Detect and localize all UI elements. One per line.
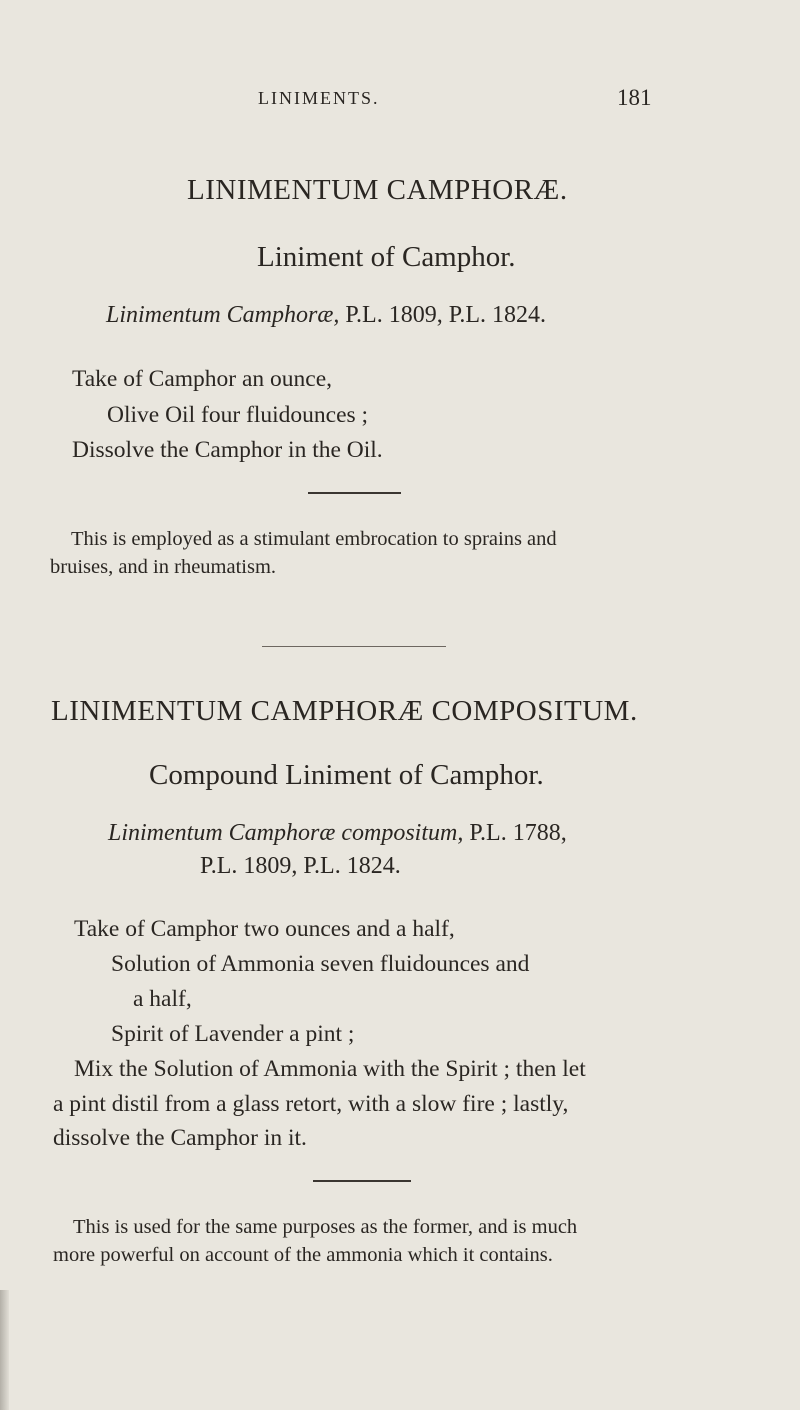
recipe-line: Solution of Ammonia seven fluidounces and [111,951,530,977]
section1-subtitle: Liniment of Camphor. [257,241,516,273]
recipe-line: Mix the Solution of Ammonia with the Spirit ; then let [74,1056,586,1082]
section2-title: LINIMENTUM CAMPHORÆ COMPOSITUM. [51,695,638,727]
recipe-line: Take of Camphor two ounces and a half, [74,916,455,942]
recipe-line: Dissolve the Camphor in the Oil. [72,437,383,463]
section1-title: LINIMENTUM CAMPHORÆ. [187,174,568,206]
short-divider [313,1180,411,1182]
recipe-line: Olive Oil four fluidounces ; [107,402,369,428]
note-line: bruises, and in rheumatism. [50,556,277,578]
recipe-line: Take of Camphor an ounce, [72,366,333,392]
synonym-references: P.L. 1788, [463,820,567,846]
running-head: LINIMENTS. [258,88,380,108]
short-divider [308,492,401,494]
recipe-line: dissolve the Camphor in it. [53,1125,307,1151]
synonym-references: P.L. 1809, P.L. 1824. [339,302,547,328]
synonym-latin-name: Linimentum Camphoræ, [106,302,340,328]
recipe-line: a half, [133,986,192,1012]
section-divider [262,646,446,647]
synonym-latin-name: Linimentum Camphoræ compositum, [108,820,464,846]
page-binding-shadow [0,1290,9,1410]
recipe-line: a pint distil from a glass retort, with a slow fire ; lastly, [53,1091,569,1117]
recipe-line: Spirit of Lavender a pint ; [111,1021,355,1047]
synonym-references-line2: P.L. 1809, P.L. 1824. [200,853,401,879]
page-number: 181 [617,85,652,110]
section2-subtitle: Compound Liniment of Camphor. [149,759,544,791]
note-line: more powerful on account of the ammonia which it contains. [53,1244,553,1266]
section1-synonym [106,302,546,329]
note-line: This is used for the same purposes as the former, and is much [73,1216,578,1238]
note-line: This is employed as a stimulant embrocation to sprains and [71,528,557,550]
section2-synonym [108,820,567,847]
